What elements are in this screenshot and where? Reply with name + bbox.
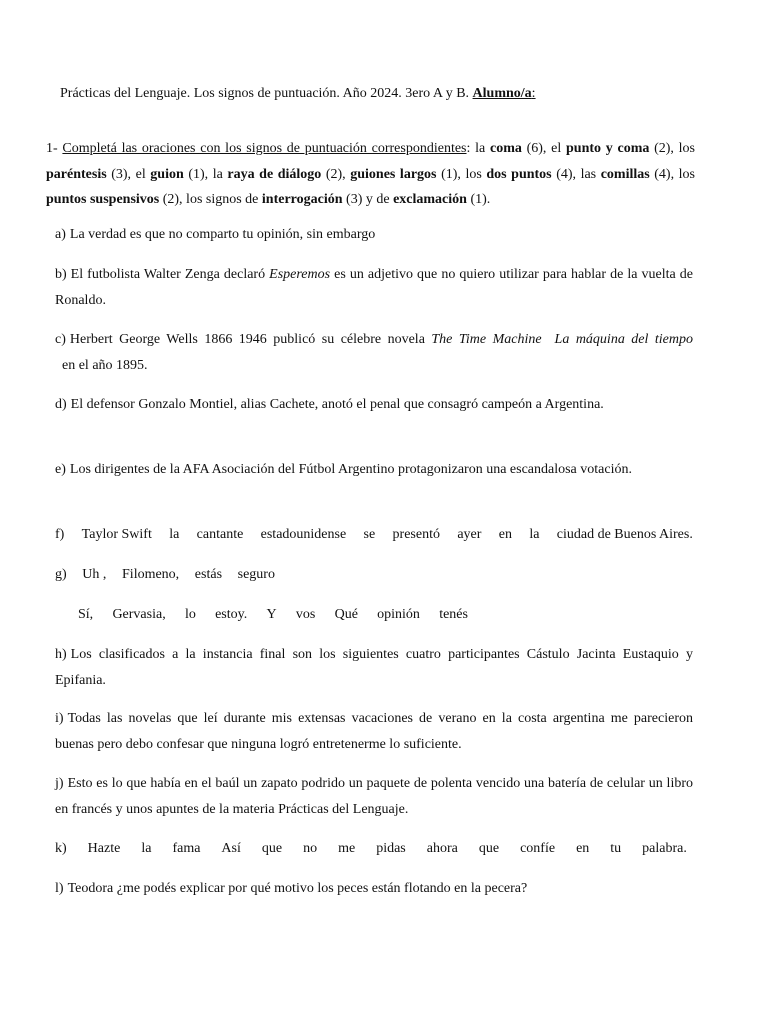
exercise-item-f <box>55 522 693 548</box>
exercise-item-d <box>55 392 693 418</box>
exercise-item-j <box>55 771 693 822</box>
item-sentence: Todas las novelas que leí durante mis extensas vacaciones de verano en la costa argentina me parecieron buenas pero debo confesar que ninguna logró entretenerme lo suficiente. <box>55 711 693 752</box>
item-sentence: Esto es lo que había en el baúl un zapato podrido un paquete de polenta vencido una batería de celular un libro en francés y unos apuntes de la materia Prácticas del Lenguaje. <box>55 776 693 817</box>
exercise-item-g <box>55 562 275 588</box>
item-italic-title: La máquina del tiempo <box>554 332 693 347</box>
item-word: cantante <box>196 527 244 542</box>
item-spacer <box>542 332 555 347</box>
item-letter: k) <box>55 841 67 856</box>
item-word: me <box>338 841 356 856</box>
sign-interrogacion: interrogación <box>261 192 343 207</box>
item-word: Hazte <box>87 841 121 856</box>
sign-parentesis: paréntesis <box>46 166 107 182</box>
exercise-item-k <box>55 836 687 862</box>
item-word: en <box>576 841 590 856</box>
item-sentence: es un adjetivo que no quiero utilizar para hablar de la vuelta de Ronaldo. <box>55 267 693 308</box>
item-word: estoy. <box>215 607 248 622</box>
exercise-item-l <box>55 876 693 902</box>
item-sentence: El defensor Gonzalo Montiel, alias Cachete, anotó el penal que consagró campeón a Argentina. <box>70 397 604 412</box>
item-letter: g) <box>55 567 67 582</box>
item-word: estás <box>194 567 223 582</box>
item-word: Y <box>266 607 277 622</box>
item-word: la <box>169 527 180 542</box>
item-word: tenés <box>439 607 468 622</box>
header-title: Prácticas del Lenguaje. Los signos de puntuación. Año 2024. 3ero A y B. <box>60 86 473 101</box>
exercise-item-g-reply <box>78 602 468 628</box>
item-letter: a) <box>55 227 66 242</box>
item-word: fama <box>172 841 201 856</box>
item-letter: h) <box>55 647 67 662</box>
item-word: Así <box>221 841 241 856</box>
item-italic-title: The Time Machine <box>431 332 542 347</box>
item-word: Sí, <box>78 607 94 622</box>
item-word: confíe <box>520 841 556 856</box>
item-word: Taylor Swift <box>81 527 152 542</box>
item-word: opinión <box>377 607 420 622</box>
sign-raya-de-dialogo: raya de diálogo <box>227 166 322 182</box>
item-sentence: Herbert George Wells 1866 1946 publicó su célebre novela <box>69 332 432 347</box>
instruction-text: : la <box>466 141 490 156</box>
item-letter: b) <box>55 267 67 282</box>
item-letter: c) <box>55 332 66 347</box>
item-word: en <box>498 527 512 542</box>
exercise-item-h <box>55 642 693 693</box>
instruction-text: (1), los <box>436 166 487 182</box>
worksheet-header <box>60 86 720 102</box>
instruction-text: (6), el <box>521 141 566 156</box>
item-letter: j) <box>55 776 64 791</box>
exercise-item-b <box>55 262 693 313</box>
item-word: la <box>141 841 152 856</box>
item-word: palabra. <box>642 841 687 856</box>
sign-comillas: comillas <box>600 166 650 182</box>
exercise-item-e <box>55 457 693 483</box>
item-word: la <box>529 527 540 542</box>
instruction-text: (1). <box>466 192 491 207</box>
instruction-text: (4), las <box>551 166 601 182</box>
item-word: ayer <box>457 527 482 542</box>
item-word: Filomeno, <box>122 567 180 582</box>
exercise-item-i <box>55 706 693 757</box>
sign-punto-y-coma: punto y coma <box>566 141 650 156</box>
item-word: que <box>478 841 500 856</box>
item-sentence: Teodora ¿me podés explicar por qué motivo los peces están flotando en la pecera? <box>67 881 528 896</box>
instruction-text: (1), la <box>183 166 228 182</box>
item-word: seguro <box>237 567 275 582</box>
instruction-text: (4), los <box>649 166 695 182</box>
instruction-text: (2), <box>321 166 351 182</box>
instruction-text: (2), los <box>649 141 696 156</box>
sign-guiones-largos: guiones largos <box>350 166 437 182</box>
item-word: Gervasia, <box>112 607 166 622</box>
item-word: Qué <box>334 607 358 622</box>
item-word: ciudad de Buenos Aires. <box>556 527 693 542</box>
item-sentence: en el año 1895. <box>55 357 148 373</box>
item-word: tu <box>610 841 622 856</box>
item-word: no <box>303 841 318 856</box>
item-letter: d) <box>55 397 67 412</box>
item-word: se <box>363 527 376 542</box>
exercise-item-c <box>55 327 693 378</box>
item-word: vos <box>295 607 316 622</box>
item-word: Uh , <box>82 567 107 582</box>
item-sentence: Los clasificados a la instancia final son los siguientes cuatro participantes Cástulo Jacinta Eustaquio y Epifania. <box>55 647 693 688</box>
sign-dos-puntos: dos puntos <box>486 166 552 182</box>
instruction-text: (2), los signos de <box>159 192 262 207</box>
instruction-lead: Completá las oraciones con los signos de puntuación correspondientes <box>62 141 467 156</box>
item-letter: f) <box>55 527 65 542</box>
sign-exclamacion: exclamación <box>393 192 467 207</box>
item-word: estadounidense <box>260 527 347 542</box>
item-word: ahora <box>426 841 458 856</box>
instruction-text: (3), el <box>106 166 151 182</box>
instruction-number: 1- <box>46 141 63 156</box>
header-colon: : <box>531 86 536 101</box>
sign-coma: coma <box>489 141 522 156</box>
instruction-text: (3) y de <box>342 192 394 207</box>
item-word: pidas <box>376 841 406 856</box>
item-word: lo <box>184 607 196 622</box>
instruction-paragraph <box>46 136 695 213</box>
item-italic-word: Esperemos <box>269 267 331 282</box>
item-letter: e) <box>55 462 66 477</box>
item-sentence: Los dirigentes de la AFA Asociación del Fútbol Argentino protagonizaron una escandalosa votación. <box>69 462 632 477</box>
sign-puntos-suspensivos: puntos suspensivos <box>46 192 160 207</box>
item-letter: l) <box>55 881 64 896</box>
student-name-label: Alumno/a <box>472 86 532 101</box>
item-sentence: El futbolista Walter Zenga declaró <box>70 267 270 282</box>
item-word: que <box>261 841 283 856</box>
item-word: presentó <box>392 527 440 542</box>
sign-guion: guion <box>150 166 184 182</box>
exercise-item-a <box>55 222 693 248</box>
item-letter: i) <box>55 711 64 726</box>
item-sentence: La verdad es que no comparto tu opinión, sin embargo <box>69 227 376 242</box>
